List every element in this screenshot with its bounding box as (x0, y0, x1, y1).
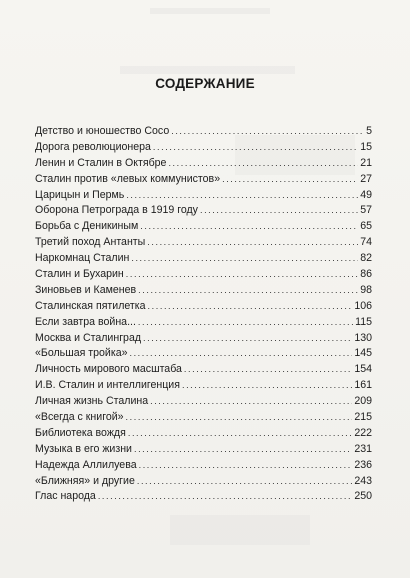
toc-entry-title: Ленин и Сталин в Октябре (35, 156, 167, 169)
toc-entry (35, 283, 372, 299)
toc-entry (35, 346, 372, 362)
toc-leader-dots (134, 442, 352, 458)
toc-entry-title: Детство и юношество Сосо (35, 125, 170, 137)
toc-entry-page-number: 86 (360, 268, 372, 281)
toc-entry (35, 458, 372, 474)
toc-entry-title: Царицын и Пермь (35, 188, 125, 201)
toc-leader-dots (138, 315, 353, 331)
toc-entry-page-number: 21 (360, 156, 372, 169)
bleed-through-band-top (150, 8, 270, 14)
toc-entry (35, 219, 372, 235)
toc-entry-page-number: 209 (354, 395, 372, 408)
toc-leader-dots (139, 458, 353, 474)
toc-leader-dots (150, 394, 352, 410)
toc-entry-title: Третий поход Антанты (35, 236, 146, 249)
toc-entry-page-number: 65 (360, 220, 372, 233)
toc-entry-title: «Ближняя» и другие (35, 474, 135, 487)
toc-entry (35, 156, 372, 172)
table-of-contents (35, 124, 372, 505)
toc-leader-dots (153, 140, 358, 156)
toc-entry-title: Глас народа (35, 490, 96, 503)
toc-entry-title: Сталин против «левых коммунистов» (35, 172, 221, 185)
toc-entry-page-number: 145 (354, 347, 372, 360)
toc-leader-dots (137, 474, 352, 490)
toc-entry (35, 124, 372, 140)
toc-leader-dots (147, 235, 358, 251)
toc-entry-page-number: 49 (360, 188, 372, 201)
toc-entry-page-number: 27 (360, 172, 372, 185)
toc-leader-dots (98, 489, 352, 505)
toc-leader-dots (131, 251, 358, 267)
toc-entry (35, 489, 372, 505)
toc-entry (35, 394, 372, 410)
toc-entry (35, 410, 372, 426)
toc-leader-dots (168, 156, 358, 172)
toc-leader-dots (126, 267, 358, 283)
toc-entry-page-number: 57 (360, 204, 372, 217)
toc-entry-title: Борьба с Деникиным (35, 220, 139, 233)
toc-entry-page-number: 250 (354, 490, 372, 503)
toc-entry-page-number: 236 (354, 458, 372, 471)
toc-leader-dots (200, 203, 358, 219)
toc-leader-dots (126, 410, 353, 426)
toc-entry-title: И.В. Сталин и интеллигенция (35, 379, 180, 392)
toc-leader-dots (126, 188, 358, 204)
toc-leader-dots (184, 362, 352, 378)
toc-leader-dots (128, 426, 352, 442)
toc-leader-dots (148, 299, 353, 315)
toc-entry (35, 140, 372, 156)
toc-entry (35, 172, 372, 188)
toc-entry-title: «Всегда с книгой» (35, 411, 124, 424)
toc-entry-title: Оборона Петрограда в 1919 году (35, 204, 198, 217)
toc-entry-title: Москва и Сталинград (35, 331, 142, 344)
toc-entry-title: «Большая тройка» (35, 347, 128, 360)
toc-entry-title: Личность мирового масштаба (35, 363, 182, 376)
toc-entry-page-number: 5 (366, 125, 372, 137)
toc-leader-dots (129, 346, 352, 362)
toc-entry-title: Сталинская пятилетка (35, 299, 146, 312)
toc-entry (35, 235, 372, 251)
toc-entry (35, 362, 372, 378)
toc-entry (35, 315, 372, 331)
toc-entry (35, 426, 372, 442)
page-title: СОДЕРЖАНИЕ (155, 76, 255, 91)
toc-entry-page-number: 130 (354, 331, 372, 344)
toc-leader-dots (171, 124, 364, 140)
toc-entry-title: Наркомнац Сталин (35, 252, 130, 265)
toc-entry-page-number: 231 (354, 442, 372, 455)
toc-entry (35, 474, 372, 490)
toc-entry-title: Личная жизнь Сталина (35, 395, 149, 408)
toc-entry (35, 331, 372, 347)
toc-entry-title: Библиотека вождя (35, 426, 126, 439)
toc-entry-page-number: 74 (360, 236, 372, 249)
toc-entry-page-number: 106 (354, 299, 372, 312)
toc-entry (35, 188, 372, 204)
toc-entry-title: Музыка в его жизни (35, 442, 132, 455)
toc-entry (35, 267, 372, 283)
toc-leader-dots (222, 172, 358, 188)
toc-entry (35, 251, 372, 267)
toc-entry-page-number: 215 (354, 411, 372, 424)
toc-entry-page-number: 15 (360, 140, 372, 153)
toc-leader-dots (140, 219, 358, 235)
bleed-through-band-lower (170, 515, 310, 545)
toc-entry (35, 299, 372, 315)
toc-entry-page-number: 115 (355, 315, 372, 328)
toc-entry-title: Сталин и Бухарин (35, 268, 124, 281)
toc-entry (35, 442, 372, 458)
toc-leader-dots (138, 283, 358, 299)
toc-entry-title: Если завтра война... (35, 315, 136, 328)
toc-entry-page-number: 161 (354, 379, 372, 392)
toc-entry-title: Надежда Аллилуева (35, 458, 137, 471)
toc-entry-page-number: 98 (360, 283, 372, 296)
toc-entry (35, 378, 372, 394)
bleed-through-band-upper (120, 66, 295, 74)
toc-entry (35, 203, 372, 219)
toc-entry-title: Дорога революционера (35, 140, 151, 153)
toc-entry-page-number: 222 (354, 426, 372, 439)
toc-entry-title: Зиновьев и Каменев (35, 283, 137, 296)
toc-leader-dots (182, 378, 352, 394)
toc-leader-dots (143, 331, 352, 347)
toc-entry-page-number: 82 (360, 252, 372, 265)
toc-entry-page-number: 154 (354, 363, 372, 376)
toc-entry-page-number: 243 (354, 474, 372, 487)
